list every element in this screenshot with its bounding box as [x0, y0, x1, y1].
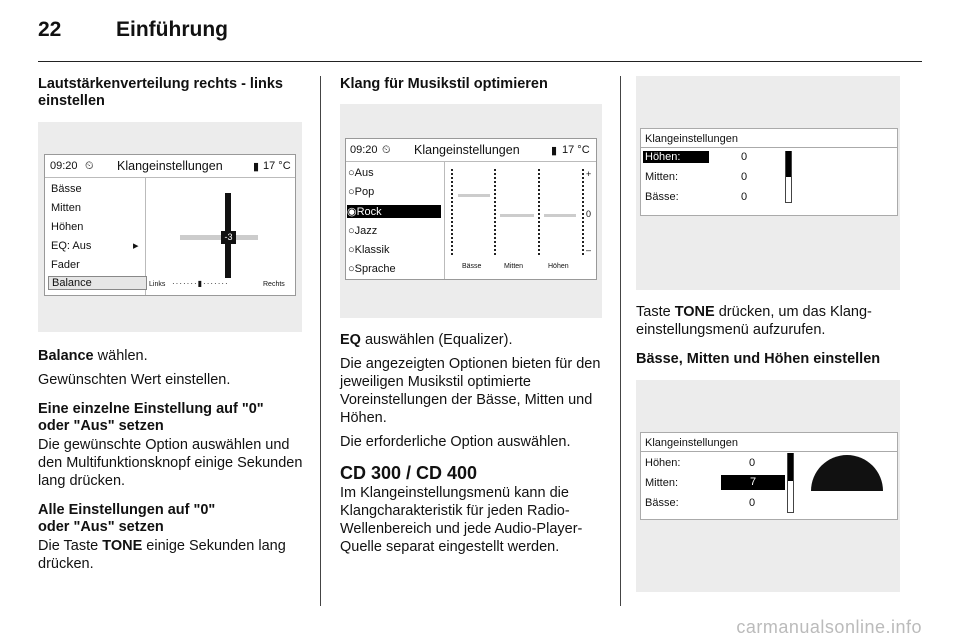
- p-cd: Im Klangeinstellungsmenü kann die Klangcharakteristik für jeden Radio-Wellenbereich und jede Audio-Player-Quelle separat eingestellt werden.: [340, 485, 583, 555]
- screenshot-balance: [38, 122, 302, 332]
- divider: [444, 162, 445, 279]
- temperature: 17 °C: [562, 144, 590, 156]
- h2-line2: oder "Aus" setzen: [38, 418, 164, 434]
- row-hoehen-label[interactable]: Höhen:: [643, 151, 709, 163]
- column-2: [340, 76, 605, 93]
- p4-post: einige Sekunden lang drücken.: [38, 538, 286, 572]
- heading-adjust: Bässe, Mitten und Höhen einstellen: [636, 351, 881, 367]
- page-number: 22: [38, 18, 62, 41]
- p1-post: drücken, um das Klang-einstellungsmenü aufzurufen.: [636, 304, 872, 338]
- header-rule: [38, 61, 922, 62]
- h3-line1: Alle Einstellungen auf "0": [38, 502, 216, 518]
- row-hoehen-value: 0: [741, 151, 748, 163]
- eq-level-mitten: [500, 214, 534, 217]
- eq-level-baesse: [458, 194, 490, 197]
- p-choose-option: Die erforderliche Option auswählen.: [340, 434, 571, 450]
- row-mitten-value[interactable]: 7: [721, 475, 785, 490]
- menu-item-mitten[interactable]: Mitten: [51, 202, 81, 214]
- screenshot-eq: [340, 104, 602, 318]
- p-eq-options: Die angezeigten Optionen bieten für den jeweiligen Musikstil optimierte Voreinstellungen der Bässe, Mitten und Höhen.: [340, 356, 601, 426]
- clock: 09:20: [350, 144, 378, 156]
- display-eq: [345, 138, 597, 280]
- eq-scale-left: [451, 169, 455, 255]
- tone-key: TONE: [102, 538, 143, 554]
- chapter-title: Einführung: [116, 18, 228, 41]
- heading-single-reset: [38, 401, 304, 435]
- clock-icon: ⏲: [85, 160, 94, 172]
- clock: 09:20: [50, 160, 78, 172]
- eq-label: Klassik: [354, 244, 390, 256]
- heading-balance: Lautstärkenverteilung rechts - links einstellen: [38, 76, 283, 109]
- balance-scale: ·······▮·······: [172, 279, 229, 288]
- screen-title: Klangeinstellungen: [117, 159, 223, 173]
- column-2-text: [340, 331, 605, 556]
- column-3-text: [636, 303, 906, 368]
- row-mitten-label[interactable]: Mitten:: [645, 171, 679, 183]
- temperature: 17 °C: [263, 160, 291, 172]
- p1-rest: wählen.: [93, 348, 148, 364]
- thermometer-icon: ▮: [253, 161, 260, 173]
- eq-label: Rock: [356, 206, 382, 218]
- scale-plus: +: [586, 169, 592, 179]
- screenshot-tone-menu: [636, 76, 900, 290]
- eq-label: Aus: [354, 167, 374, 179]
- balance-track: [180, 235, 258, 240]
- row-mitten-label[interactable]: Mitten:: [645, 477, 679, 489]
- eq-option-jazz[interactable]: ○Jazz: [348, 225, 378, 237]
- section-cd: CD 300 / CD 400: [340, 463, 478, 483]
- row-baesse-value: 0: [749, 497, 756, 509]
- heading-eq: Klang für Musikstil optimieren: [340, 76, 548, 92]
- screen-title: Klangeinstellungen: [645, 437, 738, 449]
- screenshot-adjust: [636, 380, 900, 592]
- term-balance: Balance: [38, 348, 94, 364]
- balance-value: -3: [221, 231, 236, 244]
- row-mitten-value: 0: [741, 171, 748, 183]
- p4-pre: Die Taste: [38, 538, 103, 554]
- display-balance: [44, 154, 296, 296]
- menu-item-hoehen[interactable]: Höhen: [51, 221, 84, 233]
- p1-pre: Taste: [636, 304, 675, 320]
- left-label: Links: [149, 281, 166, 288]
- arrow-right-icon: ▸: [133, 240, 139, 252]
- eq-option-sprache[interactable]: ○Sprache: [348, 263, 396, 275]
- p-value: Gewünschten Wert einstellen.: [38, 372, 231, 388]
- watermark: carmanualsonline.info: [736, 617, 922, 637]
- page-header: [38, 18, 228, 42]
- display-adjust: [640, 432, 898, 520]
- menu-item-fader[interactable]: Fader: [51, 259, 80, 271]
- status-bar: [45, 155, 295, 178]
- column-1-text: [38, 347, 304, 573]
- eq-option-aus[interactable]: ○Aus: [348, 167, 374, 179]
- menu-item-baesse[interactable]: Bässe: [51, 183, 82, 195]
- thermometer-icon: ▮: [551, 145, 558, 157]
- row-hoehen-value: 0: [749, 457, 756, 469]
- tone-key: TONE: [674, 304, 715, 320]
- row-baesse-value: 0: [741, 191, 748, 203]
- band-label-mitten: Mitten: [504, 263, 524, 270]
- eq-option-klassik[interactable]: ○Klassik: [348, 244, 390, 256]
- menu-item-eq[interactable]: EQ: Aus: [51, 240, 92, 252]
- right-label: Rechts: [263, 281, 285, 288]
- scale-zero: 0: [586, 209, 592, 219]
- eq-option-pop[interactable]: ○Pop: [348, 186, 375, 198]
- eq-label: Jazz: [354, 225, 378, 237]
- clock-icon: ⏲: [382, 144, 391, 156]
- status-bar: [346, 139, 596, 162]
- screen-title: Klangeinstellungen: [645, 133, 738, 145]
- p-single-reset: Die gewünschte Option auswählen und den Multifunktionsknopf einige Sekunden lang drücken.: [38, 437, 303, 489]
- term-eq: EQ: [340, 332, 361, 348]
- row-baesse-label[interactable]: Bässe:: [645, 497, 679, 509]
- tone-curve: [811, 455, 883, 491]
- menu-item-balance[interactable]: Balance: [48, 276, 147, 290]
- column-1: [38, 76, 304, 110]
- title-rule: [641, 147, 897, 148]
- heading-all-reset: [38, 502, 304, 536]
- scale-minus: –: [586, 245, 592, 255]
- eq-scale-2: [538, 169, 542, 255]
- column-divider-2: [620, 76, 621, 606]
- eq-option-rock[interactable]: ◉Rock: [347, 205, 441, 218]
- h3-line2: oder "Aus" setzen: [38, 519, 164, 535]
- eq-scale-1: [494, 169, 498, 255]
- title-rule: [641, 451, 897, 452]
- band-label-hoehen: Höhen: [548, 263, 569, 270]
- screen-title: Klangeinstellungen: [414, 143, 520, 157]
- row-baesse-label[interactable]: Bässe:: [645, 191, 679, 203]
- display-tone: [640, 128, 898, 216]
- h2-line1: Eine einzelne Einstellung auf "0": [38, 401, 264, 417]
- p1-rest: auswählen (Equalizer).: [360, 332, 513, 348]
- row-hoehen-label[interactable]: Höhen:: [645, 457, 681, 469]
- eq-label: Pop: [354, 186, 375, 198]
- eq-label: Sprache: [354, 263, 396, 275]
- column-divider-1: [320, 76, 321, 606]
- level-fill: [788, 453, 793, 481]
- level-fill: [786, 151, 791, 177]
- band-label-baesse: Bässe: [462, 263, 482, 270]
- eq-level-hoehen: [544, 214, 576, 217]
- p-all-reset: [38, 537, 304, 573]
